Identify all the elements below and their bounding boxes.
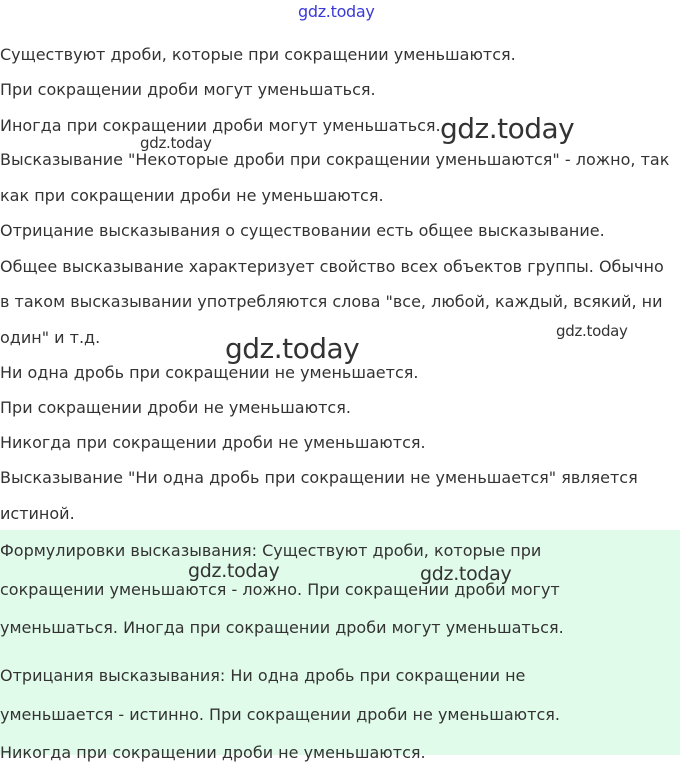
answer-line: уменьшаться. Иногда при сокращении дроби могут уменьшаться. [0,618,564,637]
solution-line: Отрицание высказывания о существовании есть общее высказывание. [0,221,605,240]
solution-line: При сокращении дроби могут уменьшаться. [0,80,376,99]
solution-line: Существуют дроби, которые при сокращении уменьшаются. [0,45,516,64]
watermark: gdz.today [225,332,360,365]
solution-line: Никогда при сокращении дроби не уменьшаются. [0,433,426,452]
solution-line: При сокращении дроби не уменьшаются. [0,398,351,417]
solution-line: как при сокращении дроби не уменьшаются. [0,186,384,205]
solution-line: Высказывание "Ни одна дробь при сокращении не уменьшается" является [0,468,638,487]
watermark: gdz.today [188,560,280,582]
watermark: gdz.today [440,112,575,145]
solution-line: истиной. [0,504,75,523]
solution-line: Высказывание "Некоторые дроби при сокращении уменьшаются" - ложно, так [0,150,670,169]
answer-line: Отрицания высказывания: Ни одна дробь при сокращении не [0,666,526,685]
answer-line: Никогда при сокращении дроби не уменьшаются. [0,743,426,762]
answer-line: Формулировки высказывания: Существуют дроби, которые при [0,541,542,560]
answer-line: уменьшается - истинно. При сокращении дроби не уменьшаются. [0,705,560,724]
top-watermark: gdz.today [298,2,375,21]
answer-line: сокращении уменьшаются - ложно. При сокращении дроби могут [0,580,560,599]
answer-box [0,530,680,762]
watermark: gdz.today [420,563,512,585]
solution-line: Общее высказывание характеризует свойство всех объектов группы. Обычно [0,257,664,276]
solution-line: Иногда при сокращении дроби могут уменьшаться. [0,116,441,135]
solution-line: в таком высказывании употребляются слова "все, любой, каждый, всякий, ни [0,292,663,311]
solution-line: Ни одна дробь при сокращении не уменьшается. [0,363,419,382]
solution-line: один" и т.д. [0,328,101,347]
watermark: gdz.today [556,322,628,340]
watermark: gdz.today [140,134,212,152]
